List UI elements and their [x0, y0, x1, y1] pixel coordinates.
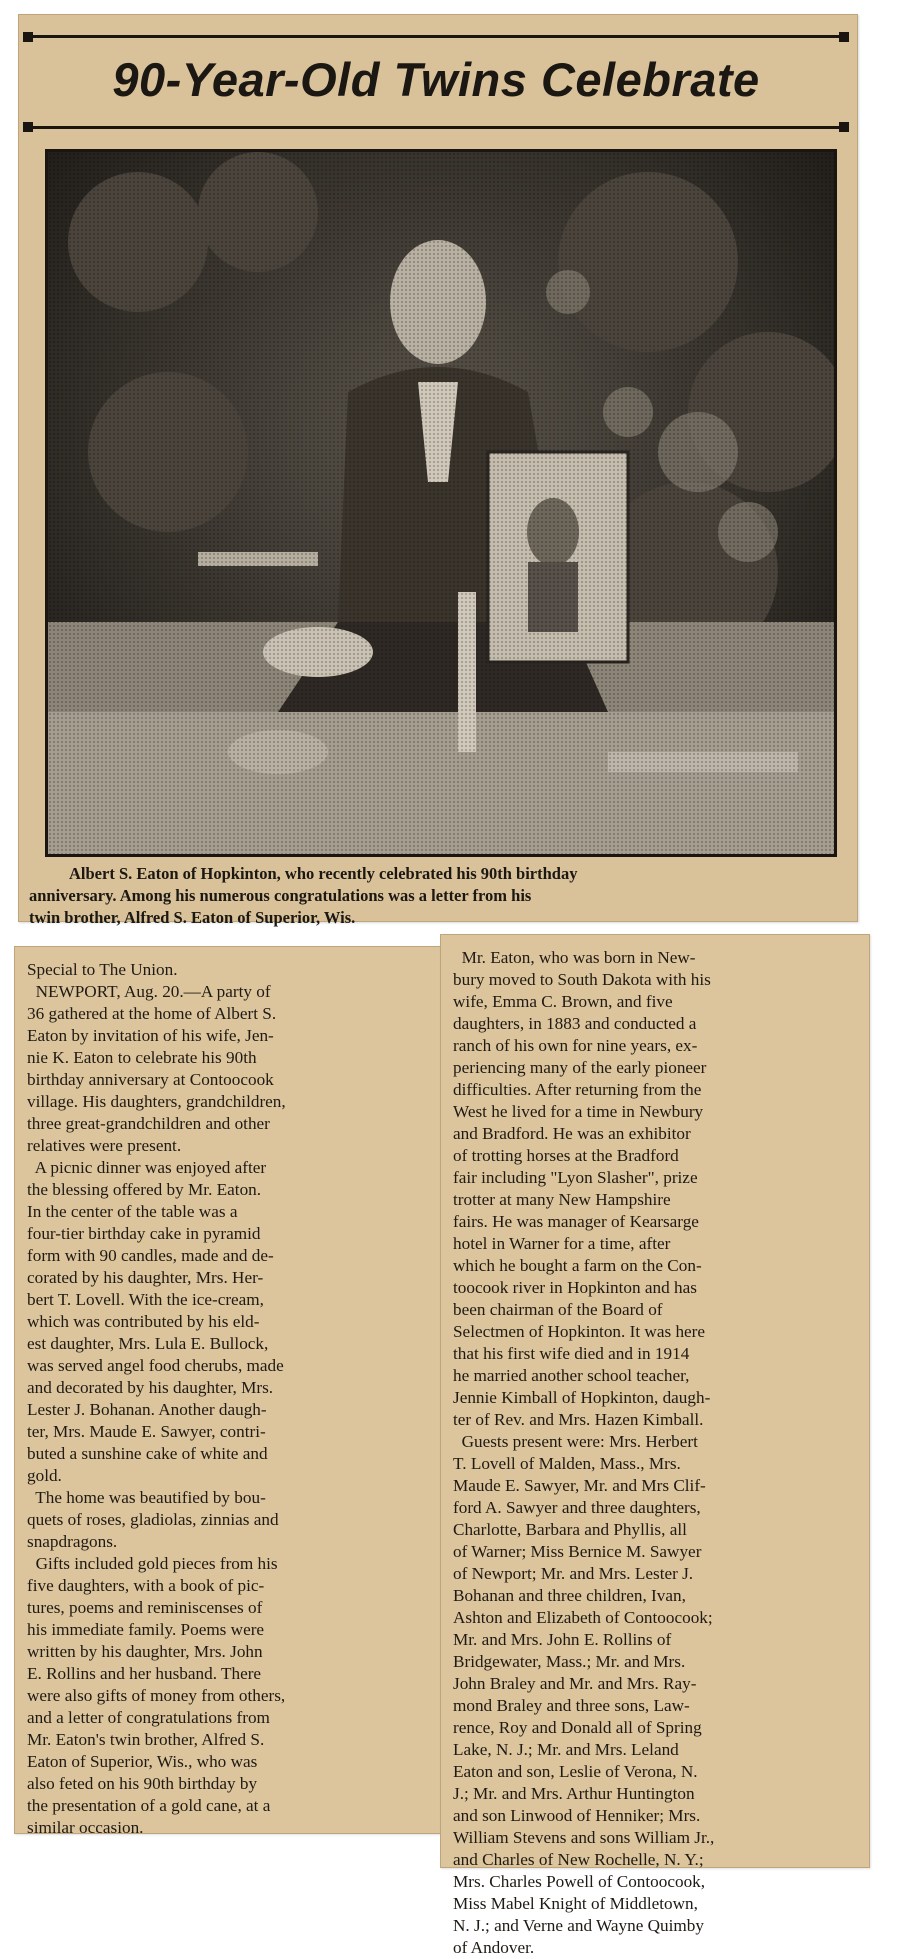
- article-line: Miss Mabel Knight of Middletown,: [453, 1894, 698, 1913]
- article-line: Eaton and son, Leslie of Verona, N.: [453, 1762, 698, 1781]
- article-line: William Stevens and sons William Jr.,: [453, 1828, 715, 1847]
- article-line: Charlotte, Barbara and Phyllis, all: [453, 1520, 687, 1539]
- rule-corner-mark: [839, 32, 849, 42]
- rule-corner-mark: [23, 122, 33, 132]
- article-line: trotter at many New Hampshire: [453, 1190, 671, 1209]
- article-line: Mr. Eaton, who was born in New-: [453, 948, 696, 967]
- article-line: relatives were present.: [27, 1136, 182, 1155]
- article-line: three great-grandchildren and other: [27, 1114, 270, 1133]
- article-line: T. Lovell of Malden, Mass., Mrs.: [453, 1454, 681, 1473]
- article-line: Eaton of Superior, Wis., who was: [27, 1752, 258, 1771]
- article-line: been chairman of the Board of: [453, 1300, 663, 1319]
- news-photo: [45, 149, 837, 857]
- article-line: and son Linwood of Henniker; Mrs.: [453, 1806, 701, 1825]
- article-line: N. J.; and Verne and Wayne Quimby: [453, 1916, 704, 1935]
- article-line: Maude E. Sawyer, Mr. and Mrs Clif-: [453, 1476, 706, 1495]
- article-line: which he bought a farm on the Con-: [453, 1256, 702, 1275]
- article-line: bury moved to South Dakota with his: [453, 970, 711, 989]
- article-line: of Warner; Miss Bernice M. Sawyer: [453, 1542, 702, 1561]
- article-line: Eaton by invitation of his wife, Jen-: [27, 1026, 274, 1045]
- article-line: ter of Rev. and Mrs. Hazen Kimball.: [453, 1410, 704, 1429]
- article-line: birthday anniversary at Contoocook: [27, 1070, 274, 1089]
- article-line: written by his daughter, Mrs. John: [27, 1642, 263, 1661]
- article-line: NEWPORT, Aug. 20.—A party of: [27, 982, 271, 1001]
- article-column-left: [14, 946, 450, 1837]
- caption-line: anniversary. Among his numerous congratulations was a letter from his: [29, 886, 532, 905]
- article-line: fair including "Lyon Slasher", prize: [453, 1168, 698, 1187]
- article-line: John Braley and Mr. and Mrs. Ray-: [453, 1674, 697, 1693]
- article-line: that his first wife died and in 1914: [453, 1344, 690, 1363]
- article-line: Bridgewater, Mass.; Mr. and Mrs.: [453, 1652, 686, 1671]
- article-text-left: [27, 959, 443, 1839]
- article-line: and a letter of congratulations from: [27, 1708, 270, 1727]
- article-line: daughters, in 1883 and conducted a: [453, 1014, 697, 1033]
- article-line: village. His daughters, grandchildren,: [27, 1092, 286, 1111]
- article-column-right: [440, 934, 870, 1957]
- article-line: toocook river in Hopkinton and has: [453, 1278, 697, 1297]
- article-line: the blessing offered by Mr. Eaton.: [27, 1180, 262, 1199]
- article-line: four-tier birthday cake in pyramid: [27, 1224, 261, 1243]
- article-line: snapdragons.: [27, 1532, 118, 1551]
- article-line: quets of roses, gladiolas, zinnias and: [27, 1510, 279, 1529]
- article-line: nie K. Eaton to celebrate his 90th: [27, 1048, 257, 1067]
- article-line: and Charles of New Rochelle, N. Y.;: [453, 1850, 704, 1869]
- photo-caption: [29, 863, 851, 929]
- article-line: ford A. Sawyer and three daughters,: [453, 1498, 701, 1517]
- article-line: tures, poems and reminiscenses of: [27, 1598, 263, 1617]
- article-line: J.; Mr. and Mrs. Arthur Huntington: [453, 1784, 695, 1803]
- article-line: Jennie Kimball of Hopkinton, daugh-: [453, 1388, 711, 1407]
- article-line: five daughters, with a book of pic-: [27, 1576, 265, 1595]
- article-line: corated by his daughter, Mrs. Her-: [27, 1268, 264, 1287]
- article-line: of Andover.: [453, 1938, 535, 1957]
- caption-line: twin brother, Alfred S. Eaton of Superior, Wis.: [29, 908, 356, 927]
- article-line: and decorated by his daughter, Mrs.: [27, 1378, 274, 1397]
- article-line: gold.: [27, 1466, 62, 1485]
- article-line: bert T. Lovell. With the ice-cream,: [27, 1290, 264, 1309]
- article-line: his immediate family. Poems were: [27, 1620, 265, 1639]
- article-line: also feted on his 90th birthday by: [27, 1774, 258, 1793]
- article-line: which was contributed by his eld-: [27, 1312, 260, 1331]
- article-line: he married another school teacher,: [453, 1366, 690, 1385]
- article-line: was served angel food cherubs, made: [27, 1356, 284, 1375]
- article-text-right: [453, 947, 863, 1959]
- article-line: Gifts included gold pieces from his: [27, 1554, 278, 1573]
- article-line: wife, Emma C. Brown, and five: [453, 992, 673, 1011]
- article-line: ter, Mrs. Maude E. Sawyer, contri-: [27, 1422, 266, 1441]
- article-line: mond Braley and three sons, Law-: [453, 1696, 690, 1715]
- article-line: Mr. and Mrs. John E. Rollins of: [453, 1630, 672, 1649]
- article-line: Lester J. Bohanan. Another daugh-: [27, 1400, 267, 1419]
- article-line: E. Rollins and her husband. There: [27, 1664, 262, 1683]
- article-line: rence, Roy and Donald all of Spring: [453, 1718, 702, 1737]
- article-line: The home was beautified by bou-: [27, 1488, 266, 1507]
- article-line: Lake, N. J.; Mr. and Mrs. Leland: [453, 1740, 679, 1759]
- article-line: Bohanan and three children, Ivan,: [453, 1586, 686, 1605]
- headline-rule-box: [25, 35, 847, 129]
- article-line: of trotting horses at the Bradford: [453, 1146, 679, 1165]
- article-line: A picnic dinner was enjoyed after: [27, 1158, 267, 1177]
- article-line: In the center of the table was a: [27, 1202, 238, 1221]
- article-line: of Newport; Mr. and Mrs. Lester J.: [453, 1564, 694, 1583]
- article-line: 36 gathered at the home of Albert S.: [27, 1004, 277, 1023]
- article-line: form with 90 candles, made and de-: [27, 1246, 274, 1265]
- article-line: periencing many of the early pioneer: [453, 1058, 707, 1077]
- article-line: Guests present were: Mrs. Herbert: [453, 1432, 698, 1451]
- article-line: were also gifts of money from others,: [27, 1686, 286, 1705]
- article-line: fairs. He was manager of Kearsarge: [453, 1212, 699, 1231]
- article-line: Selectmen of Hopkinton. It was here: [453, 1322, 706, 1341]
- caption-line: Albert S. Eaton of Hopkinton, who recently celebrated his 90th birthday: [69, 864, 578, 883]
- rule-corner-mark: [839, 122, 849, 132]
- article-line: difficulties. After returning from the: [453, 1080, 702, 1099]
- article-line: Ashton and Elizabeth of Contoocook;: [453, 1608, 713, 1627]
- article-line: Special to The Union.: [27, 960, 178, 979]
- article-line: the presentation of a gold cane, at a: [27, 1796, 271, 1815]
- rule-corner-mark: [23, 32, 33, 42]
- article-line: Mr. Eaton's twin brother, Alfred S.: [27, 1730, 265, 1749]
- article-line: West he lived for a time in Newbury: [453, 1102, 704, 1121]
- article-line: and Bradford. He was an exhibitor: [453, 1124, 691, 1143]
- article-line: ranch of his own for nine years, ex-: [453, 1036, 698, 1055]
- headline: 90-Year-Old Twins Celebrate: [112, 53, 760, 106]
- headline-clipping: [18, 14, 858, 927]
- article-line: hotel in Warner for a time, after: [453, 1234, 671, 1253]
- article-line: buted a sunshine cake of white and: [27, 1444, 268, 1463]
- article-line: Mrs. Charles Powell of Contoocook,: [453, 1872, 706, 1891]
- article-line: est daughter, Mrs. Lula E. Bullock,: [27, 1334, 269, 1353]
- article-line: similar occasion.: [27, 1818, 144, 1837]
